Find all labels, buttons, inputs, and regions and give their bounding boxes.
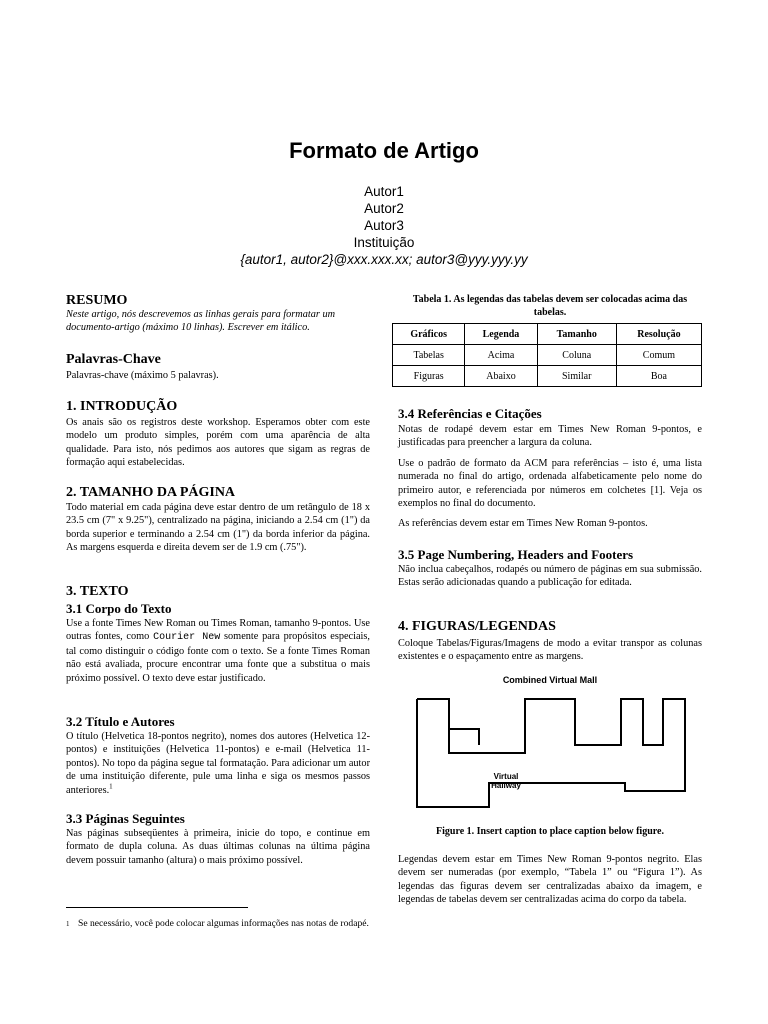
keywords-text: Palavras-chave (máximo 5 palavras). bbox=[66, 370, 219, 381]
table-cell: Figuras bbox=[393, 366, 465, 387]
floor-plan-figure bbox=[415, 689, 687, 821]
section-3-3-heading: 3.3 Páginas Seguintes bbox=[66, 811, 185, 826]
table-header-cell: Resolução bbox=[616, 324, 701, 345]
section-3-2-heading: 3.2 Título e Autores bbox=[66, 714, 175, 729]
table-row bbox=[393, 366, 702, 387]
keywords-heading: Palavras-Chave bbox=[66, 352, 161, 367]
author-name: Autor2 bbox=[364, 201, 404, 216]
institution-name: Instituição bbox=[353, 235, 415, 250]
section-3-4-p2: Use o padrão de formato da ACM para referências – isto é, uma lista numerada no final do artigo, ordenada alfabeticamente pelo nome do primeiro autor, e referenciada por números em colchetes [1]. Veja os exemplos no final do documento. bbox=[398, 458, 702, 510]
courier-sample: Courier New bbox=[153, 632, 221, 644]
table-1 bbox=[392, 323, 702, 387]
table-cell: Similar bbox=[537, 366, 616, 387]
table-cell: Coluna bbox=[537, 345, 616, 366]
footnote-mark: 1 bbox=[66, 920, 70, 928]
footnote bbox=[66, 918, 370, 931]
section-3-4-p3: As referências devem estar em Times New Roman 9-pontos. bbox=[398, 518, 648, 529]
section-3-heading: 3. TEXTO bbox=[66, 584, 129, 599]
section-3-5-heading: 3.5 Page Numbering, Headers and Footers bbox=[398, 547, 634, 562]
table-cell: Abaixo bbox=[465, 366, 537, 387]
hallway-label-line1: Virtual bbox=[493, 772, 519, 781]
section-3-5-text: Não inclua cabeçalhos, rodapés ou número de páginas em sua submissão. Estas serão adicionadas quando a publicação for editada. bbox=[398, 564, 702, 589]
section-1-text: Os anais são os registros deste workshop. Esperamos obter com este modelo um produto simples, porém com uma aparência de alta qualidade. Para isto, nós pedimos aos autores que sigam as regras de formação aqui estabelecidas. bbox=[66, 417, 370, 469]
section-3-3-text: Nas páginas subseqüentes à primeira, inicie do topo, e continue em formato de dupla coluna. As duas últimas colunas na última página devem possuir tamanho (altura) o mais próximo possível. bbox=[66, 828, 370, 866]
section-2-text: Todo material em cada página deve estar dentro de um retângulo de 18 x 23.5 cm (7" x 9.25"), centralizado na página, iniciando a 2.54 cm (1") da borda superior e terminando a 2.54 cm (1") da borda inferior da página. As margens esquerda e direita devem ser de 1.9 cm (.75"). bbox=[66, 502, 370, 554]
section-3-1-heading: 3.1 Corpo do Texto bbox=[66, 601, 172, 616]
table-cell: Comum bbox=[616, 345, 701, 366]
footnote-divider bbox=[66, 907, 248, 908]
author-name: Autor1 bbox=[364, 184, 404, 199]
section-3-1-text-a: Use a fonte Times New Roman ou Times Roman, tamanho 9-pontos. Use outras fontes, como bbox=[66, 618, 370, 643]
table-header-cell: Legenda bbox=[465, 324, 537, 345]
section-3-4-p1: Notas de rodapé devem estar em Times New Roman 9-pontos, e justificadas para preencher a largura da coluna. bbox=[398, 424, 702, 449]
table-cell: Acima bbox=[465, 345, 537, 366]
section-3-1-text bbox=[66, 617, 370, 685]
table-1-caption: Tabela 1. As legendas das tabelas devem ser colocadas acima das tabelas. bbox=[412, 294, 688, 318]
floor-plan-inner-wall bbox=[449, 729, 479, 745]
table-row bbox=[393, 345, 702, 366]
author-emails: {autor1, autor2}@xxx.xxx.xx; autor3@yyy.yyy.yy bbox=[240, 252, 528, 267]
section-4-heading: 4. FIGURAS/LEGENDAS bbox=[398, 619, 556, 634]
section-1-heading: 1. INTRODUÇÃO bbox=[66, 399, 178, 414]
section-3-1-text-b: somente para propósitos especiais, tal como distinguir o código fonte com o texto. Se a fonte Times Roman não está avaliada, procure encontrar uma fonte que a substitua o mais próximo possível. O texto deve estar justificado. bbox=[66, 631, 370, 684]
table-cell: Tabelas bbox=[393, 345, 465, 366]
section-2-heading: 2. TAMANHO DA PÁGINA bbox=[66, 485, 236, 500]
author-name: Autor3 bbox=[364, 218, 404, 233]
floor-plan-outline bbox=[417, 699, 685, 807]
resumo-text: Neste artigo, nós descrevemos as linhas gerais para formatar um documento-artigo (máximo 10 linhas). Escrever em itálico. bbox=[66, 309, 336, 334]
section-3-4-heading: 3.4 Referências e Citações bbox=[398, 406, 542, 421]
table-cell: Boa bbox=[616, 366, 701, 387]
resumo-heading: RESUMO bbox=[66, 293, 128, 308]
footnote-text: Se necessário, você pode colocar algumas informações nas notas de rodapé. bbox=[78, 918, 369, 929]
author-block bbox=[0, 183, 768, 268]
paper-title: Formato de Artigo bbox=[289, 138, 479, 163]
figure-1-caption: Figure 1. Insert caption to place caption below figure. bbox=[436, 826, 664, 837]
footnote-ref: 1 bbox=[109, 782, 113, 791]
table-header-cell: Tamanho bbox=[537, 324, 616, 345]
figure-1-title: Combined Virtual Mall bbox=[502, 675, 598, 685]
virtual-hallway-label bbox=[476, 772, 536, 790]
hallway-label-line2: Hallway bbox=[491, 781, 521, 790]
table-header-row bbox=[393, 324, 702, 345]
table-header-cell: Gráficos bbox=[393, 324, 465, 345]
section-3-2-text bbox=[66, 730, 370, 797]
section-3-2-body: O título (Helvetica 18-pontos negrito), nomes dos autores (Helvetica 12-pontos) e instituições (Helvetica 11-pontos) e e-mail (Helvetica 11-pontos). No topo da página segue tal formatação. Para adicionar um autor de uma instituição diferente, pule uma linha e siga os mesmos passos anteriores. bbox=[66, 731, 370, 796]
section-4-text: Coloque Tabelas/Figuras/Imagens de modo a evitar transpor as colunas existentes e o espaçamento entre as margens. bbox=[398, 638, 702, 663]
legendas-text: Legendas devem estar em Times New Roman 9-pontos negrito. Elas devem ser numeradas (por exemplo, “Tabela 1” ou “Figura 1”). As legendas das figuras devem ser centralizadas abaixo da imagem, e legendas de tabelas devem ser centralizadas acima do corpo da tabela. bbox=[398, 854, 702, 906]
